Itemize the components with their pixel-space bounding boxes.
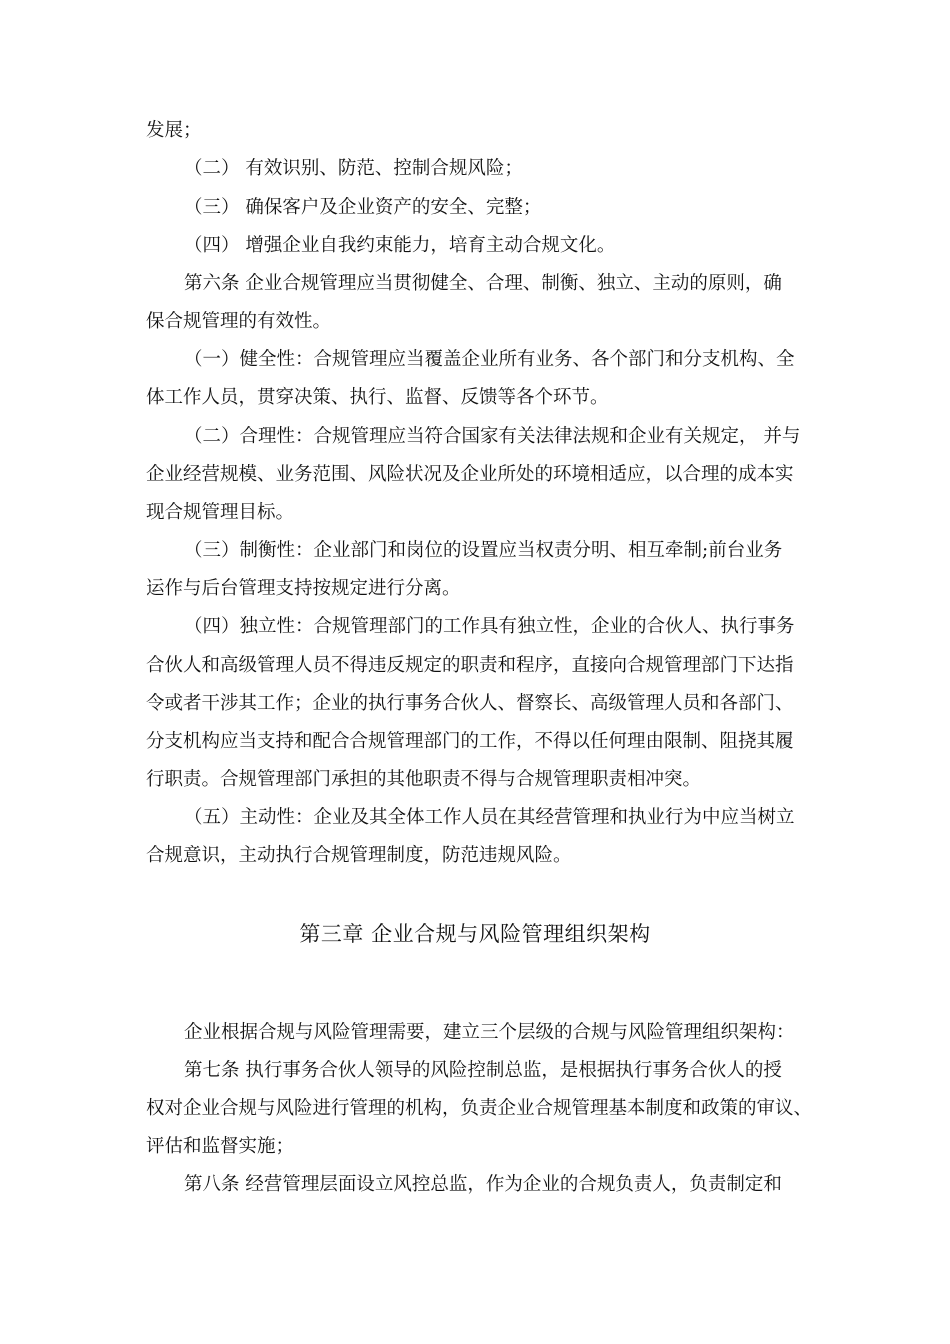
text-line: 行职责。合规管理部门承担的其他职责不得与合规管理职责相冲突。 — [146, 769, 702, 790]
text-line: （一）健全性：合规管理应当覆盖企业所有业务、各个部门和分支机构、全 — [184, 349, 795, 370]
text-line: （三） 确保客户及企业资产的安全、完整； — [184, 197, 542, 218]
text-line: 令或者干涉其工作；企业的执行事务合伙人、督察长、高级管理人员和各部门、 — [146, 693, 794, 714]
text-line: 运作与后台管理支持按规定进行分离。 — [146, 578, 461, 599]
text-line: （五）主动性：企业及其全体工作人员在其经营管理和执业行为中应当树立 — [184, 807, 795, 828]
chapter-heading: 第三章 企业合规与风险管理组织架构 — [299, 922, 651, 946]
text-line: 企业根据合规与风险管理需要，建立三个层级的合规与风险管理组织架构： — [184, 1022, 795, 1043]
text-line: 保合规管理的有效性。 — [146, 311, 332, 332]
text-line: 合伙人和高级管理人员不得违反规定的职责和程序，直接向合规管理部门下达指 — [146, 655, 794, 676]
text-line: （四）独立性：合规管理部门的工作具有独立性，企业的合伙人、执行事务 — [184, 616, 795, 637]
text-line: 第七条 执行事务合伙人领导的风险控制总监，是根据执行事务合伙人的授 — [184, 1060, 782, 1081]
text-line: 现合规管理目标。 — [146, 502, 295, 523]
text-line: （四） 增强企业自我约束能力，培育主动合规文化。 — [184, 235, 616, 256]
text-line: 权对企业合规与风险进行管理的机构，负责企业合规管理基本制度和政策的审议、 — [146, 1098, 813, 1119]
text-line: 第六条 企业合规管理应当贯彻健全、合理、制衡、独立、主动的原则，确 — [184, 273, 782, 294]
text-line: 企业经营规模、业务范围、风险状况及企业所处的环境相适应，以合理的成本实 — [146, 464, 794, 485]
text-line: 分支机构应当支持和配合合规管理部门的工作，不得以任何理由限制、阻挠其履 — [146, 731, 794, 752]
text-line: 第八条 经营管理层面设立风控总监，作为企业的合规负责人，负责制定和 — [184, 1174, 782, 1195]
text-line: （二）合理性：合规管理应当符合国家有关法律法规和企业有关规定， 并与 — [184, 426, 801, 447]
text-line: 发展； — [146, 120, 202, 141]
text-line: 合规意识，主动执行合规管理制度，防范违规风险。 — [146, 845, 572, 866]
text-line: （三）制衡性：企业部门和岗位的设置应当权责分明、相互牵制;前台业务 — [184, 540, 783, 561]
text-line: （二） 有效识别、防范、控制合规风险； — [184, 158, 523, 179]
text-line: 体工作人员，贯穿决策、执行、监督、反馈等各个环节。 — [146, 387, 609, 408]
text-line: 评估和监督实施； — [146, 1136, 295, 1157]
